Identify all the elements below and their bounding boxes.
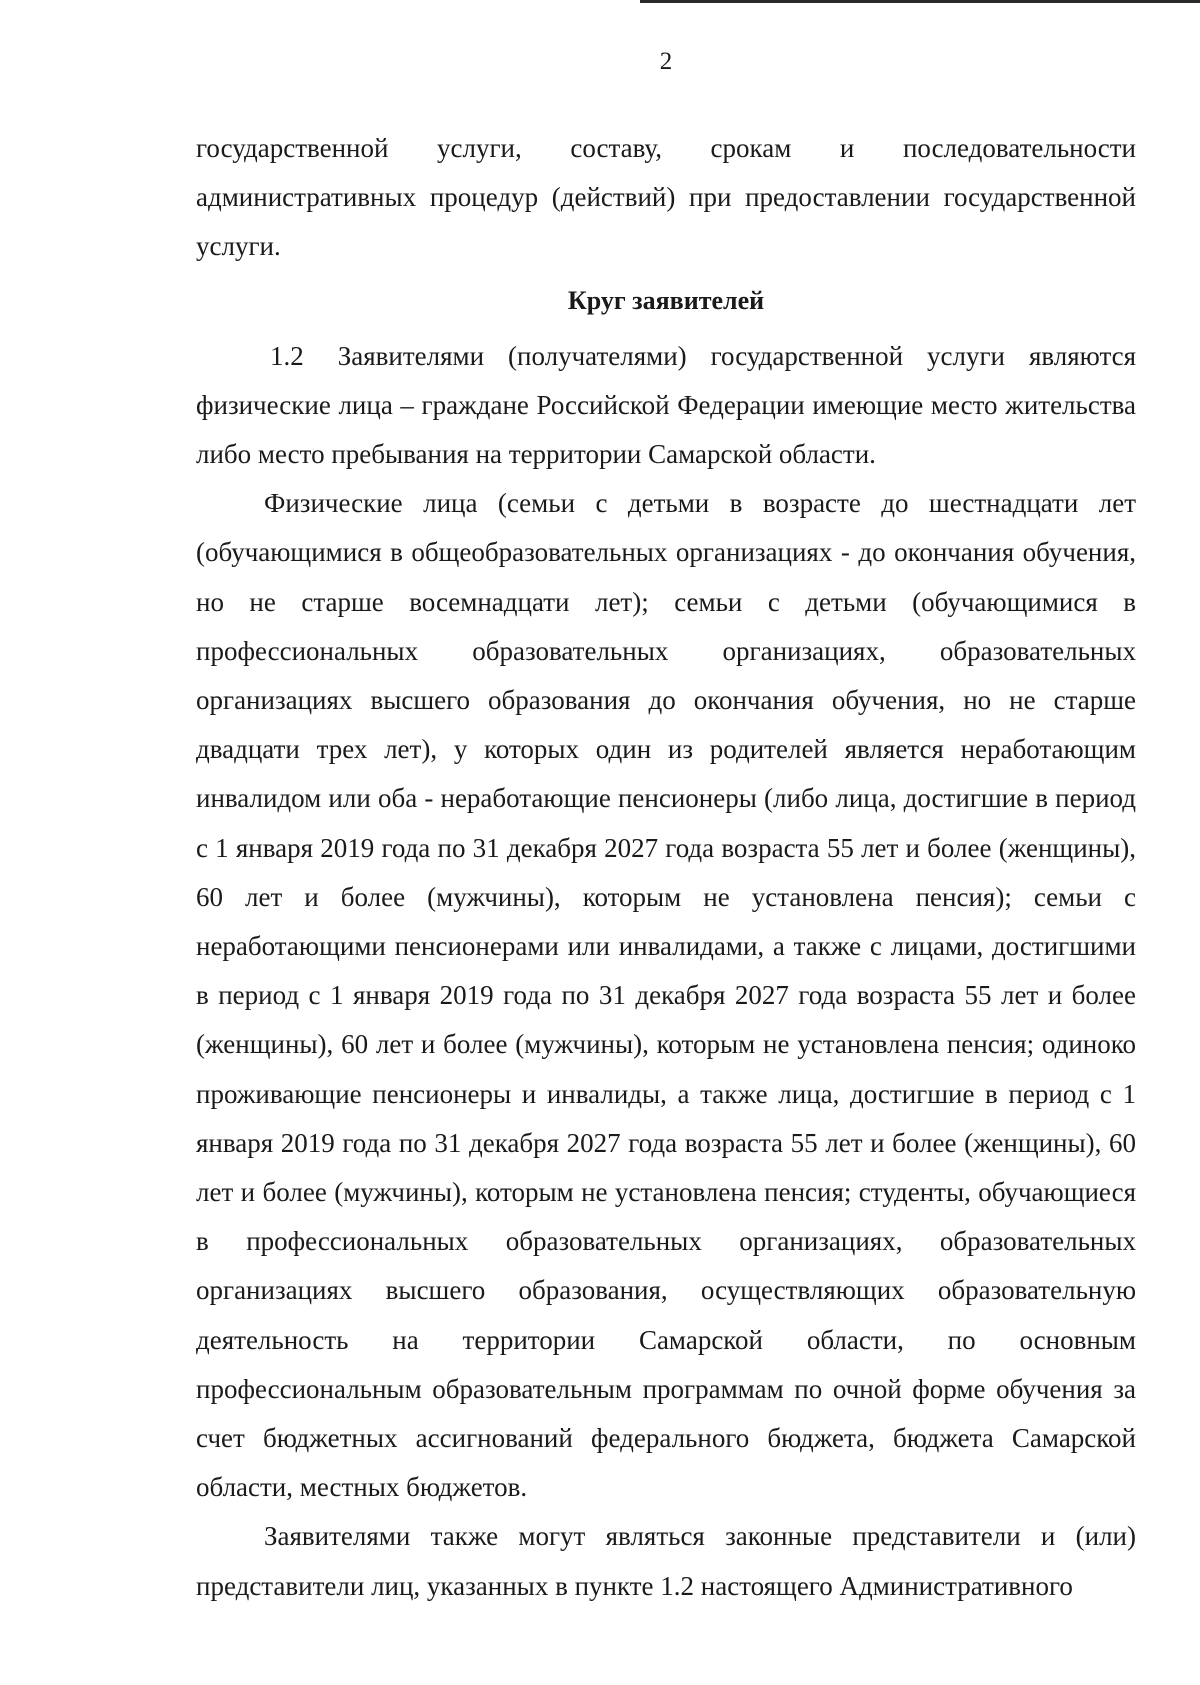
- scan-edge-line: [640, 0, 1200, 3]
- page-number: 2: [659, 48, 673, 75]
- clause-number: 1.2: [270, 340, 304, 371]
- document-body: [196, 124, 1136, 1611]
- paragraph-clause-1-2: [196, 332, 1136, 480]
- paragraph-continuation: государственной услуги, составу, срокам и последовательности административных процедур (действий) при предоставлении государственной услуги.: [196, 133, 1136, 262]
- paragraph-applicants-list: Физические лица (семьи с детьми в возрасте до шестнадцати лет (обучающимися в общеобразовательных организациях - до окончания обучения, но не старше восемнадцати лет); семьи с детьми (обучающимися в профессиональных образовательных организациях, образовательных организациях высшего образования до окончания обучения, но не старше двадцати трех лет), у которых один из родителей является неработающим инвалидом или оба - неработающие пенсионеры (либо лица, достигшие в период с 1 января 2019 года по 31 декабря 2027 года возраста 55 лет и более (женщины), 60 лет и более (мужчины), которым не установлена пенсия); семьи с неработающими пенсионерами или инвалидами, а также с лицами, достигшими в период с 1 января 2019 года по 31 декабря 2027 года возраста 55 лет и более (женщины), 60 лет и более (мужчины), которым не установлена пенсия; одиноко проживающие пенсионеры и инвалиды, а также лица, достигшие в период с 1 января 2019 года по 31 декабря 2027 года возраста 55 лет и более (женщины), 60 лет и более (мужчины), которым не установлена пенсия; студенты, обучающиеся в профессиональных образовательных организациях, образовательных организациях высшего образования, осуществляющих образовательную деятельность на территории Самарской области, по основным профессиональным образовательным программам по очной форме обучения за счет бюджетных ассигнований федерального бюджета, бюджета Самарской области, местных бюджетов.: [196, 488, 1136, 1503]
- clause-text: Заявителями (получателями) государственной услуги являются физические лица – граждане Российской Федерации имеющие место жительства либо место пребывания на территории Самарской области.: [196, 340, 1136, 470]
- section-heading: Круг заявителей: [567, 285, 765, 315]
- paragraph-representatives: Заявителями также могут являться законные представители и (или) представители лиц, указанных в пункте 1.2 настоящего Административного: [196, 1521, 1136, 1601]
